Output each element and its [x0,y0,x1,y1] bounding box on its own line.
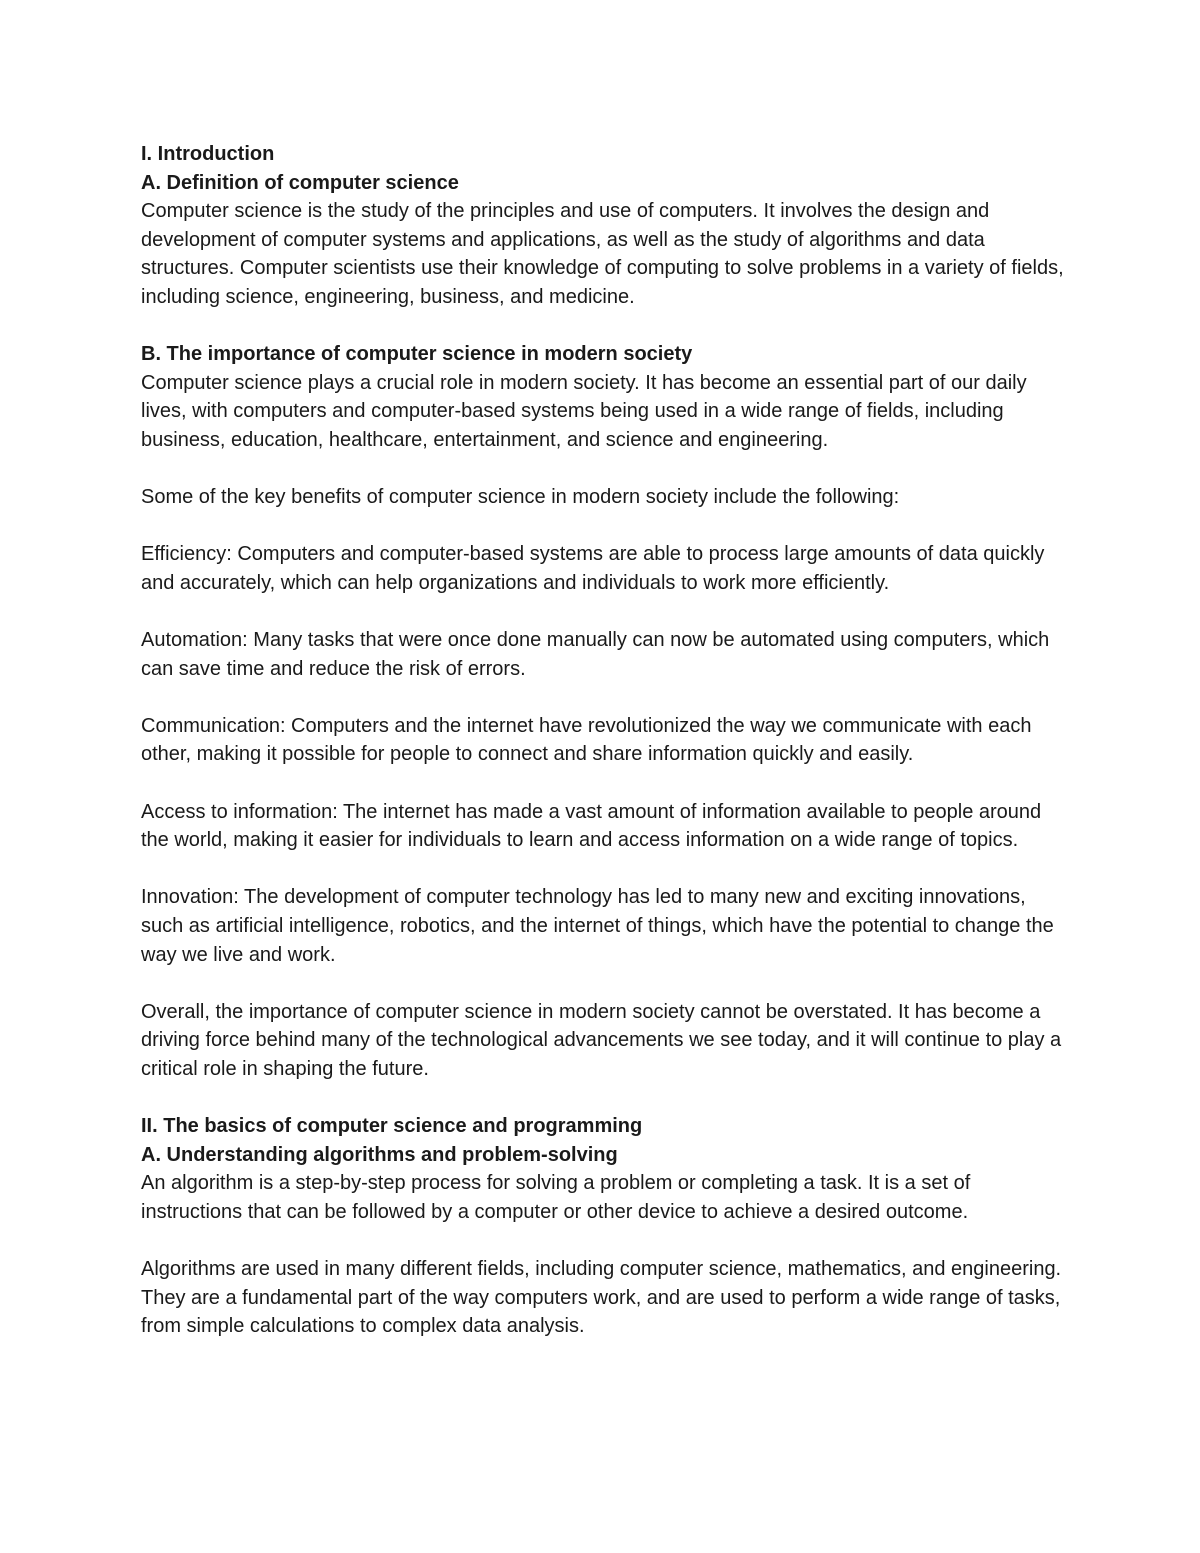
section-heading-basics: II. The basics of computer science and programming [141,1115,643,1138]
paragraph-spacer [141,683,1071,712]
subsection-heading-definition: A. Definition of computer science [141,171,459,194]
paragraph-algorithm-definition: An algorithm is a step-by-step process for solving a problem or completing a task. It is a set of instructions that can be followed by a computer or other device to achieve a desired outcome. [141,1172,971,1223]
section-heading-introduction: I. Introduction [141,143,275,165]
subsection-heading-importance: B. The importance of computer science in modern society [141,343,693,366]
subsection-heading-algorithms: A. Understanding algorithms and problem-solving [141,1143,618,1166]
paragraph-spacer [141,512,1071,541]
paragraph-spacer [141,455,1071,484]
paragraph-definition: Computer science is the study of the principles and use of computers. It involves the design and development of computer systems and applications, as well as the study of algorithms and data structures. Computer scientists use their knowledge of computing to solve problems in a variety of fields, including science, engineering, business, and medicine. [141,200,1064,308]
paragraph-spacer [141,1227,1071,1256]
paragraph-key-benefits: Some of the key benefits of computer science in modern society include the following: [141,486,900,509]
document-page [141,140,1071,1341]
paragraph-automation: Automation: Many tasks that were once done manually can now be automated using computers, which can save time and reduce the risk of errors. [141,629,1050,680]
paragraph-access-to-information: Access to information: The internet has made a vast amount of information available to people around the world, making it easier for individuals to learn and access information on a wide range of topics. [141,800,1042,852]
paragraph-spacer [141,1084,1071,1113]
paragraph-spacer [141,855,1071,884]
paragraph-efficiency: Efficiency: Computers and computer-based systems are able to process large amounts of data quickly and accurately, which can help organizations and individuals to work more efficiently. [141,543,1045,594]
paragraph-importance-intro: Computer science plays a crucial role in modern society. It has become an essential part of our daily lives, with computers and computer-based systems being used in a wide range of fields, including business, education, healthcare, entertainment, and science and engineering. [141,371,1027,451]
paragraph-innovation: Innovation: The development of computer technology has led to many new and exciting innovations, such as artificial intelligence, robotics, and the internet of things, which have the potential to change the way we live and work. [141,886,1054,966]
paragraph-spacer [141,312,1071,341]
paragraph-spacer [141,769,1071,798]
paragraph-spacer [141,969,1071,998]
paragraph-communication: Communication: Computers and the internet have revolutionized the way we communicate with each other, making it possible for people to connect and share information quickly and easily. [141,714,1032,766]
paragraph-algorithm-uses: Algorithms are used in many different fields, including computer science, mathematics, and engineering. They are a fundamental part of the way computers work, and are used to perform a wide range of tasks, from simple calculations to complex data analysis. [141,1258,1062,1338]
paragraph-spacer [141,598,1071,627]
paragraph-overall: Overall, the importance of computer science in modern society cannot be overstated. It has become a driving force behind many of the technological advancements we see today, and it will continue to play a critical role in shaping the future. [141,1000,1062,1080]
